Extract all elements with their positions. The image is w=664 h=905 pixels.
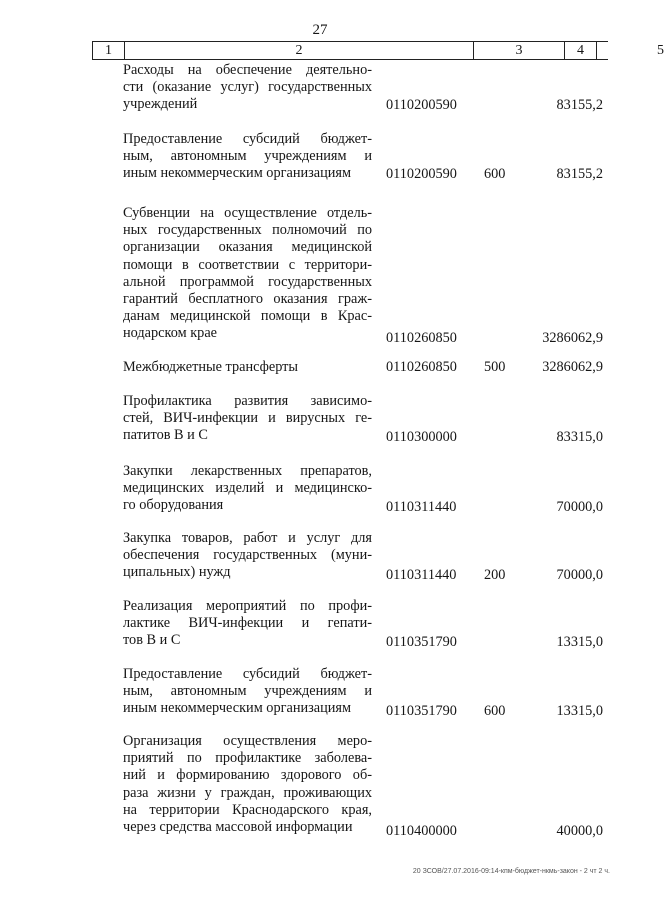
row-description: Профилактика развития зависимо- стей, ВИЧ-инфекции и вирусных ге- патитов В и С (123, 393, 372, 444)
row-expense-type: 500 (484, 359, 506, 375)
row-code: 0110200590 (386, 166, 457, 182)
row-description: Реализация мероприятий по профи- лактике ВИЧ-инфекции и гепати- тов В и С (123, 598, 372, 649)
row-description: Закупка товаров, работ и услуг для обеспечения государственных (муни- ципальных) нужд (123, 530, 372, 581)
row-code: 0110260850 (386, 359, 457, 375)
row-amount: 13315,0 (556, 634, 603, 650)
row-code: 0110300000 (386, 429, 457, 445)
row-amount: 83155,2 (556, 166, 603, 182)
row-amount: 70000,0 (556, 499, 603, 515)
header-col-1: 1 (92, 41, 125, 60)
row-expense-type: 600 (484, 703, 506, 719)
row-code: 0110260850 (386, 330, 457, 346)
header-col-2: 2 (124, 41, 474, 60)
row-amount: 70000,0 (556, 567, 603, 583)
table-header (92, 41, 664, 60)
row-expense-type: 600 (484, 166, 506, 182)
row-description: Расходы на обеспечение деятельно- сти (оказание услуг) государственных учреждений (123, 62, 372, 113)
row-code: 0110400000 (386, 823, 457, 839)
row-amount: 83155,2 (556, 97, 603, 113)
row-amount: 40000,0 (556, 823, 603, 839)
row-description: Предоставление субсидий бюджет- ным, автономным учреждениям и иным некоммерческим организациям (123, 131, 372, 182)
header-col-5: 5 (596, 41, 608, 60)
row-description: Субвенции на осуществление отдель- ных государственных полномочий по организации оказания медицинской помощи в соответствии с территори- альной программой государственных гарантий бесплатного оказания граж- данам медицинской помощи в Крас- нодарском крае (123, 205, 372, 342)
row-code: 0110351790 (386, 634, 457, 650)
row-code: 0110351790 (386, 703, 457, 719)
row-amount: 13315,0 (556, 703, 603, 719)
row-amount: 3286062,9 (542, 359, 603, 375)
page-number: 27 (312, 22, 328, 38)
row-amount: 3286062,9 (542, 330, 603, 346)
row-code: 0110311440 (386, 499, 457, 515)
row-expense-type: 200 (484, 567, 506, 583)
header-col-4: 4 (564, 41, 597, 60)
row-code: 0110200590 (386, 97, 457, 113)
header-col-3: 3 (473, 41, 565, 60)
row-code: 0110311440 (386, 567, 457, 583)
row-description: Межбюджетные трансферты (123, 359, 299, 375)
row-description: Предоставление субсидий бюджет- ным, автономным учреждениям и иным некоммерческим организациям (123, 666, 372, 717)
row-amount: 83315,0 (556, 429, 603, 445)
row-description: Закупки лекарственных препаратов, медицинских изделий и медицинско- го оборудования (123, 463, 372, 514)
row-description: Организация осуществления меро- приятий по профилактике заболева- ний и формированию здорового об- раза жизни у граждан, проживающих на территории Краснодарского края, через средства массовой информации (123, 733, 372, 836)
document-footer: 20 ЗСОВ/27.07.2016-09:14-кпм-бюджет-нкмь-закон - 2 чт 2 ч. (412, 868, 610, 875)
